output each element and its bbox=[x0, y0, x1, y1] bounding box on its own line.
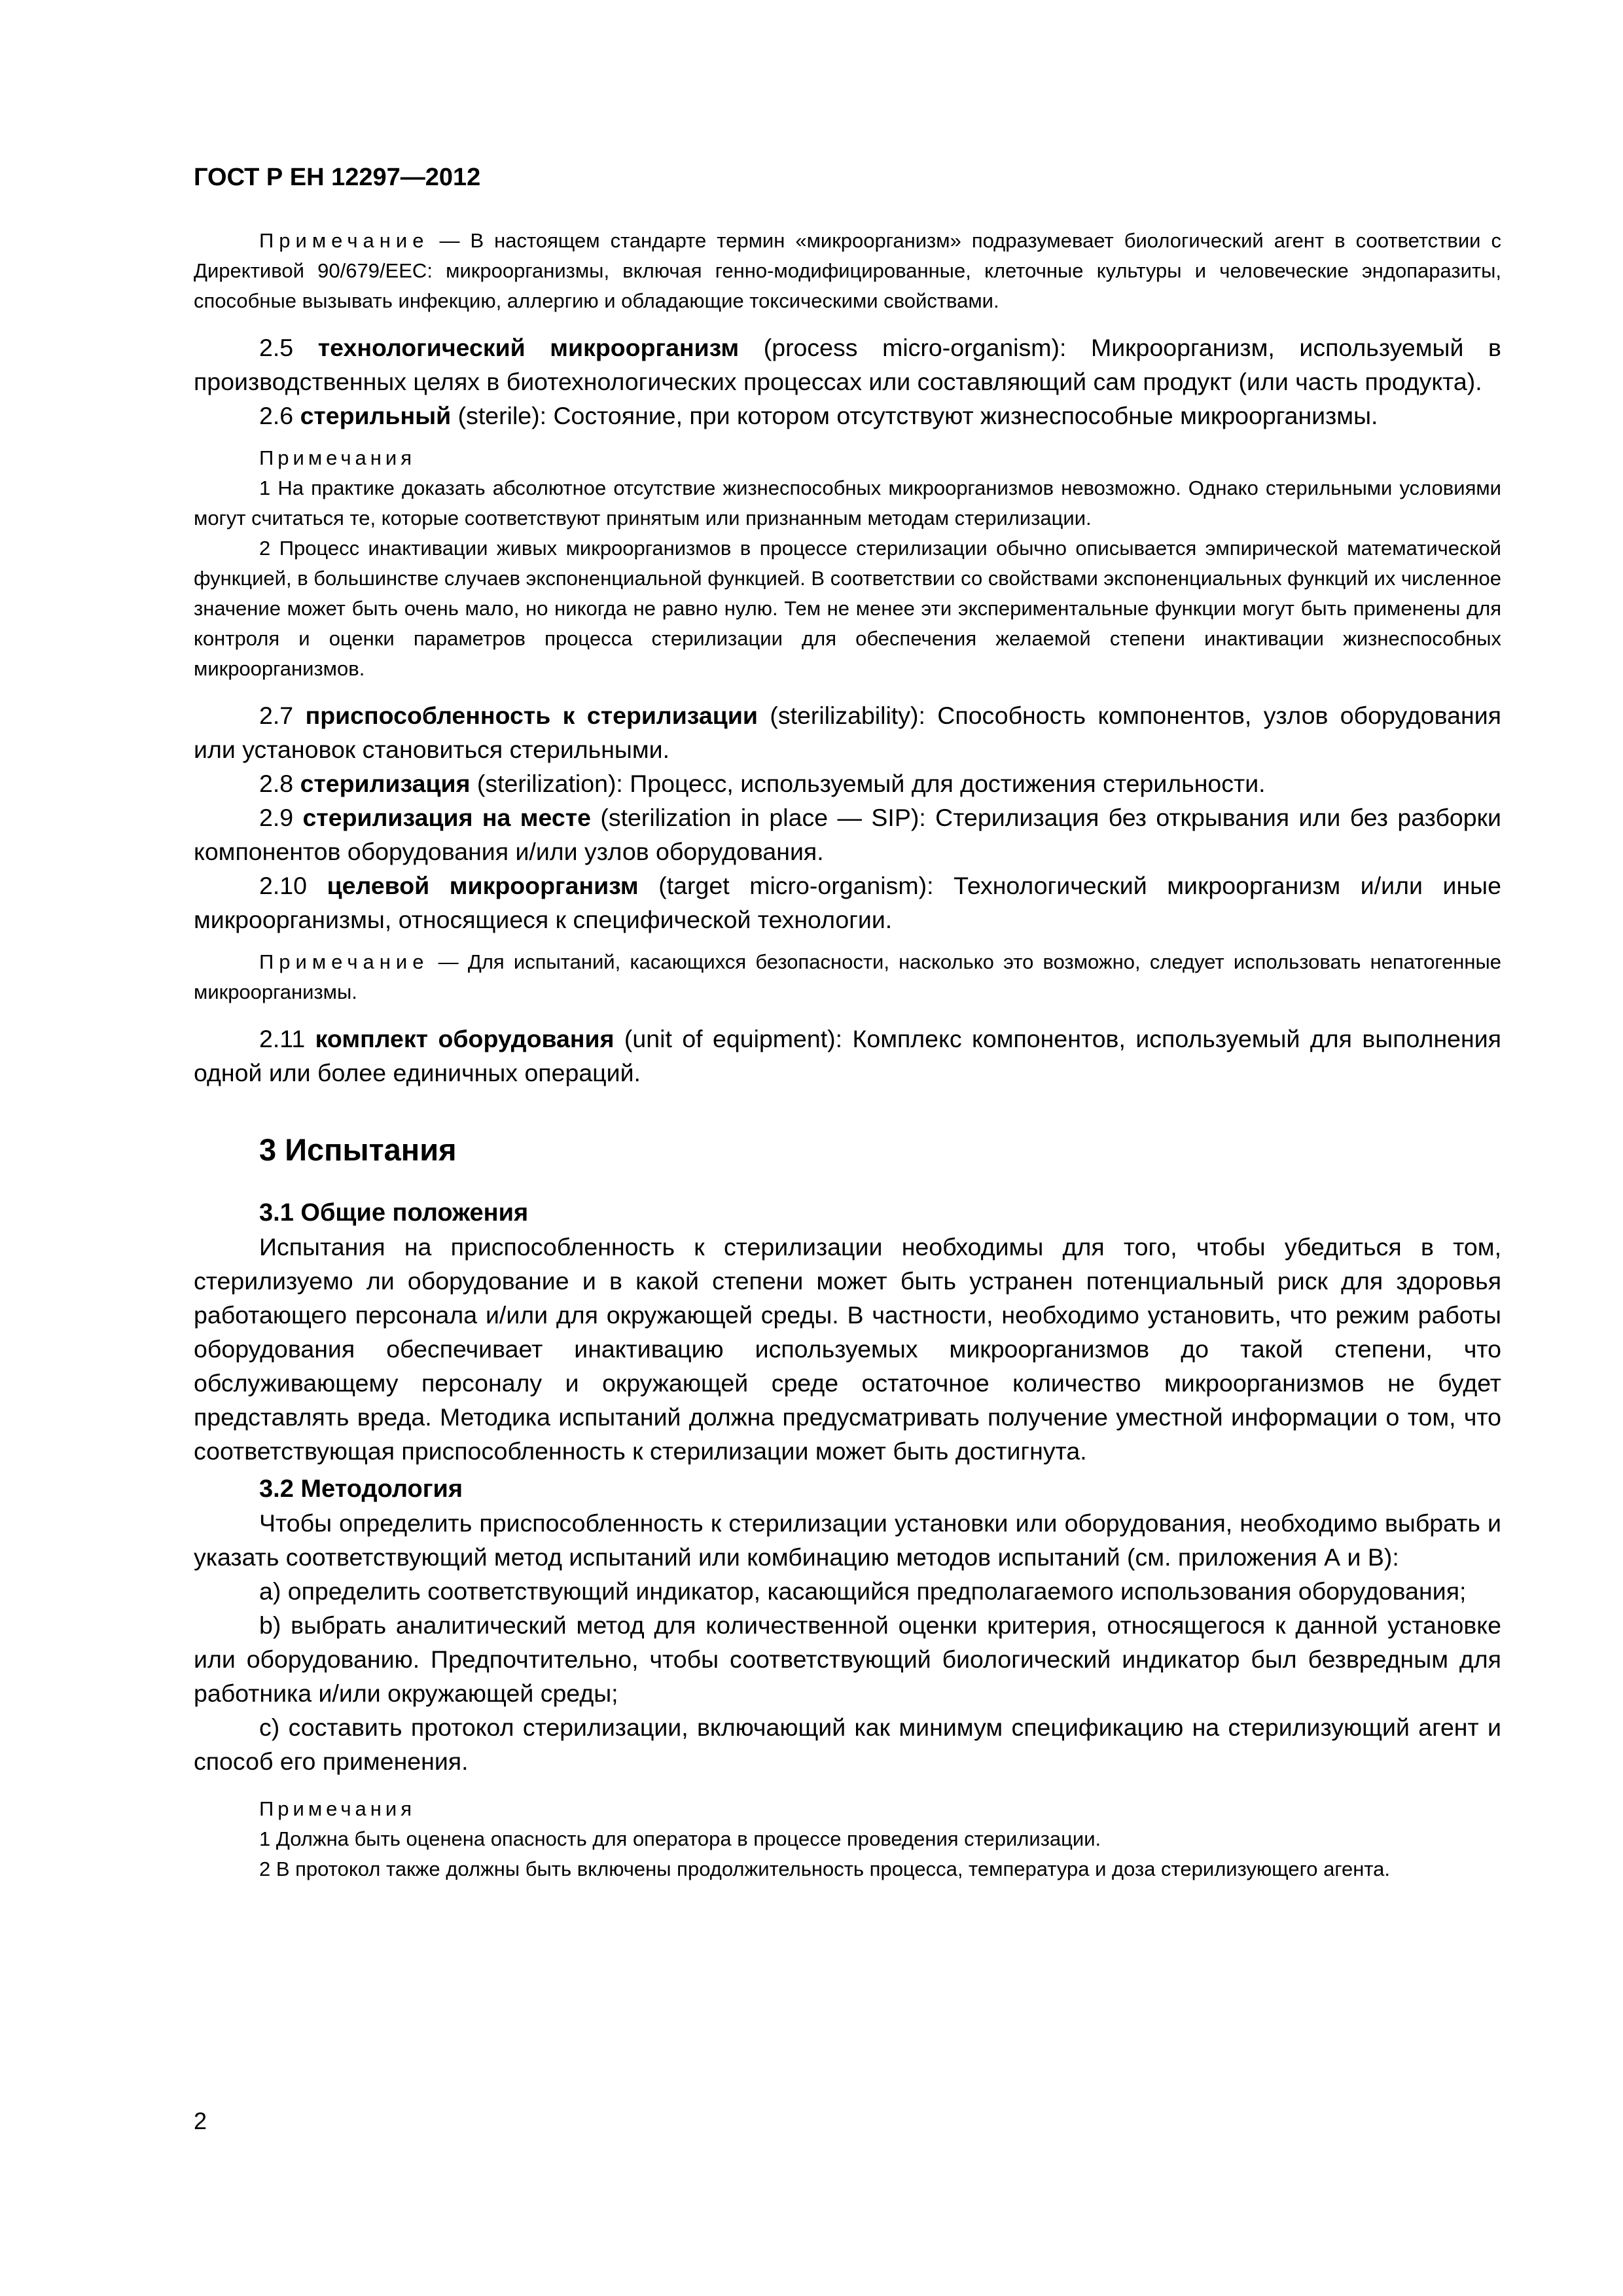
term: целевой микроорганизм bbox=[327, 872, 639, 899]
definition-2-6: 2.6 стерильный (sterile): Состояние, при котором отсутствуют жизнеспособные микроорганизмы. bbox=[259, 402, 1378, 429]
paragraph: Чтобы определить приспособленность к стерилизации установки или оборудования, необходимо выбрать и указать соответствующий метод испытаний или комбинацию методов испытаний (см. приложения А и В): bbox=[194, 1509, 1501, 1571]
term: технологический микроорганизм bbox=[317, 334, 740, 361]
term: стерильный bbox=[300, 402, 452, 429]
subsection-heading: 3.1 Общие положения bbox=[259, 1199, 529, 1227]
definition-2-5: 2.5 технологический микроорганизм (process micro-organism): Микроорганизм, используемый в производственных целях в биотехнологических процессах или составляющий сам продукт (или часть продукта). bbox=[194, 334, 1501, 395]
note-label: Примечание bbox=[259, 950, 429, 973]
term: стерилизация bbox=[300, 770, 471, 797]
note-terminology bbox=[194, 226, 1501, 316]
note-2-10 bbox=[194, 947, 1501, 1007]
note-label: Примечание bbox=[259, 229, 429, 252]
note-item: 1 На практике доказать абсолютное отсутствие жизнеспособных микроорганизмов невозможно. Однако стерильными условиями могут считаться те, которые соответствуют принятым или признанным методам стерилизации. bbox=[194, 476, 1501, 529]
page-number: 2 bbox=[194, 2108, 207, 2134]
note-text: — В настоящем стандарте термин «микроорганизм» подразумевает биологический агент в соответствии с Директивой 90/679/ЕЕС: микроорганизмы, включая генно-модифицированные, клеточные культуры и человеческие эндопаразиты, способные вызывать инфекцию, аллергию и обладающие токсическими свойствами. bbox=[194, 229, 1501, 312]
note-text: — Для испытаний, касающихся безопасности, насколько это возможно, следует использовать непатогенные микроорганизмы. bbox=[194, 950, 1501, 1003]
note-item: 2 Процесс инактивации живых микроорганизмов в процессе стерилизации обычно описывается эмпирической математической функцией, в большинстве случаев экспоненциальной функцией. В соответствии со свойствами экспоненциальных функций их численное значение может быть очень мало, но никогда не равно нулю. Тем не менее эти экспериментальные функции могут быть применены для контроля и оценки параметров процесса стерилизации для обеспечения желаемой степени инактивации жизнеспособных микроорганизмов. bbox=[194, 537, 1501, 680]
note-item: 2 В протокол также должны быть включены продолжительность процесса, температура и доза стерилизующего агента. bbox=[259, 1857, 1391, 1880]
definition-2-7: 2.7 приспособленность к стерилизации (sterilizability): Способность компонентов, узлов оборудования или установок становиться стерильными. bbox=[194, 702, 1501, 763]
document-page bbox=[194, 0, 1503, 2296]
definition-2-11: 2.11 комплект оборудования (unit of equipment): Комплекс компонентов, используемый для выполнения одной или более единичных операций. bbox=[194, 1025, 1501, 1086]
page-content bbox=[194, 226, 1501, 1884]
paragraph: Испытания на приспособленность к стерилизации необходимы для того, чтобы убедиться в том, стерилизуемо ли оборудование и в какой степени может быть устранен потенциальный риск для здоровья работающего персонала и/или для окружающей среды. В частности, необходимо установить, что режим работы оборудования обеспечивает инактивацию используемых микроорганизмов до такой степени, что обслуживающему персоналу и окружающей среде остаточное количество микроорганизмов не будет представлять вреда. Методика испытаний должна предусматривать получение уместной информации о том, что соответствующая приспособленность к стерилизации может быть достигнута. bbox=[194, 1233, 1501, 1465]
notes-label: Примечания bbox=[259, 446, 416, 469]
subsection-heading: 3.2 Методология bbox=[259, 1475, 463, 1503]
list-item: b) выбрать аналитический метод для количественной оценки критерия, относящегося к данной установке или оборудованию. Предпочтительно, чтобы соответствующий биологический индикатор был безвредным для работника и/или окружающей среды; bbox=[194, 1611, 1501, 1707]
document-header: ГОСТ Р ЕН 12297—2012 bbox=[194, 164, 481, 191]
term: стерилизация на месте bbox=[302, 804, 591, 831]
note-item: 1 Должна быть оценена опасность для оператора в процессе проведения стерилизации. bbox=[259, 1827, 1101, 1850]
term: комплект оборудования bbox=[315, 1025, 615, 1052]
definition-2-10: 2.10 целевой микроорганизм (target micro-organism): Технологический микроорганизм и/или иные микроорганизмы, относящиеся к специфической технологии. bbox=[194, 872, 1501, 933]
list-item: а) определить соответствующий индикатор, касающийся предполагаемого использования оборудования; bbox=[259, 1577, 1467, 1605]
section-heading: 3 Испытания bbox=[259, 1132, 457, 1167]
definition-2-9: 2.9 стерилизация на месте (sterilization in place — SIP): Стерилизация без открывания или без разборки компонентов оборудования и/или узлов оборудования. bbox=[194, 804, 1501, 865]
notes-label: Примечания bbox=[259, 1797, 416, 1820]
list-item: с) составить протокол стерилизации, включающий как минимум спецификацию на стерилизующий агент и способ его применения. bbox=[194, 1713, 1501, 1775]
term: приспособленность к стерилизации bbox=[305, 702, 758, 729]
definition-2-8: 2.8 стерилизация (sterilization): Процесс, используемый для достижения стерильности. bbox=[259, 770, 1266, 797]
